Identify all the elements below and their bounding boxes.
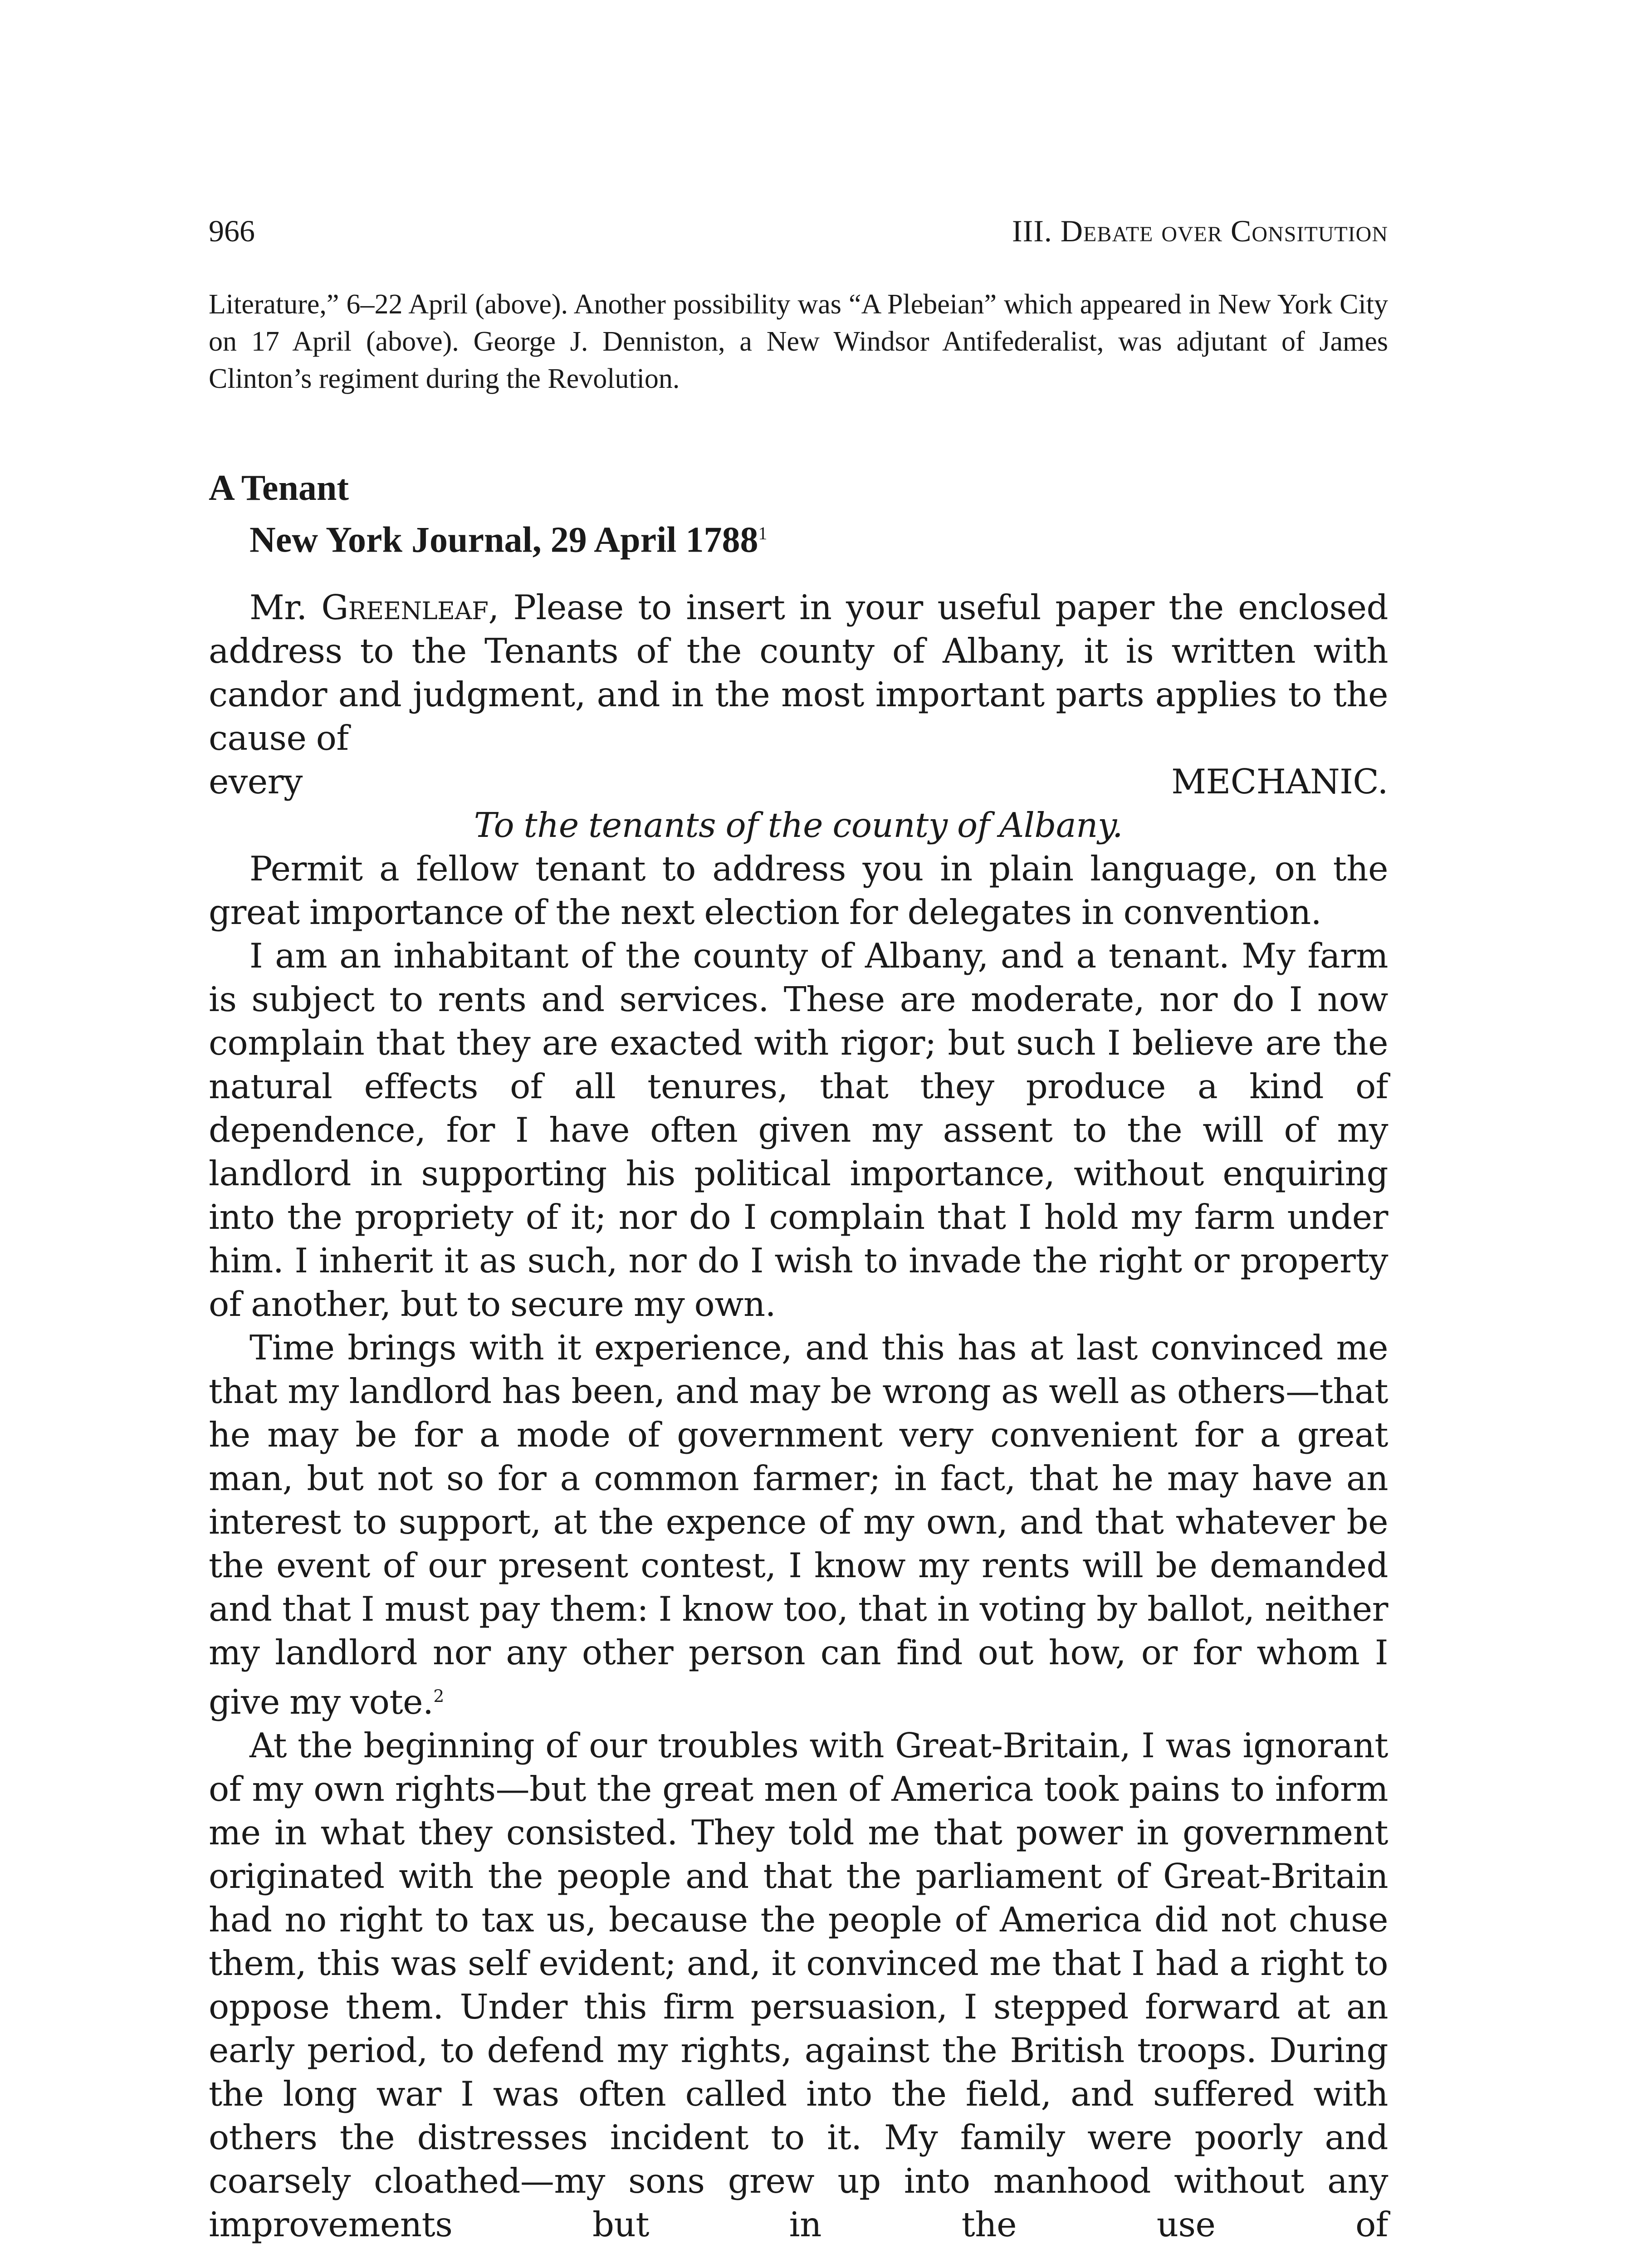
intro-end-word: every	[209, 761, 303, 802]
paragraph-4: At the beginning of our troubles with Great-Britain, I was ignorant of my own rights—but the great men of America took pains to inform me in what they consisted. They told me that power in government originated with the people and that the parliament of Great-Britain had no right to tax us, because the people of America did not chuse them, this was self evident; and, it convinced me that I had a right to oppose them. Under this firm persuasion, I stepped forward at an early period, to defend my rights, against the British troops. During the long war I was often called into the field, and suffered with others the distresses incident to it. My family were poorly and coarsely cloathed—my sons grew up into manhood without any improvements but in the use of	[209, 1725, 1388, 2244]
document-page	[209, 213, 1388, 2246]
intro-lead: Mr.	[249, 587, 307, 627]
intro-closing-line	[209, 760, 1388, 803]
paragraph-3	[209, 1326, 1388, 1724]
continued-footnote	[209, 286, 1388, 397]
intro-text: , Please to insert in your useful paper the enclosed address to the Tenants of the county of Albany, it is written with candor and judgment, and in the most important parts applies to the cause of	[209, 587, 1388, 758]
paragraph-1: Permit a fellow tenant to address you in plain language, on the great importance of the next election for delegates in convention.	[209, 848, 1388, 932]
section-title: III. Debate over Consitution	[1012, 214, 1388, 248]
intro-paragraph	[209, 586, 1388, 760]
footnote-text: Literature,” 6–22 April (above). Another possibility was “A Plebeian” which appeared in New York City on 17 April (above). George J. Denniston, a New Windsor Antifederalist, was adjutant of James Clinton’s regiment during the Revolution.	[209, 289, 1388, 394]
document-source	[209, 511, 1388, 563]
signature: MECHANIC.	[1171, 761, 1388, 802]
paragraph-3-text: Time brings with it experience, and this has at last convinced me that my landlord has been, and may be wrong as well as others—that he may be for a mode of government very convenient for a great man, but not so for a common farmer; in fact, that he may have an interest to support, at the expence of my own, and that whatever be the event of our present contest, I know my rents will be demanded and that I must pay them: I know too, that in voting by ballot, neither my landlord nor any other person can find out how, or for whom I give my vote.	[209, 1327, 1388, 1722]
document-title: A Tenant	[209, 468, 349, 508]
running-head	[209, 213, 1388, 254]
paragraph-2: I am an inhabitant of the county of Albany, and a tenant. My farm is subject to rents and services. These are moderate, nor do I now complain that they are exacted with rigor; but such I believe are the natural effects of all tenures, that they produce a kind of dependence, for I have often given my assent to the will of my landlord in supporting his political importance, without enquiring into the propriety of it; nor do I complain that I hold my farm under him. I inherit it as such, nor do I wish to invade the right or property of another, but to secure my own.	[209, 935, 1388, 1324]
salutation: To the tenants of the county of Albany.	[474, 805, 1123, 845]
page-number: 966	[209, 214, 255, 248]
printer-name: Greenleaf	[321, 587, 489, 627]
document-body	[209, 586, 1388, 2246]
source-text: New York Journal, 29 April 1788	[249, 520, 758, 560]
source-note-marker: 1	[758, 523, 768, 543]
footnote-marker-2: 2	[433, 1686, 444, 1706]
